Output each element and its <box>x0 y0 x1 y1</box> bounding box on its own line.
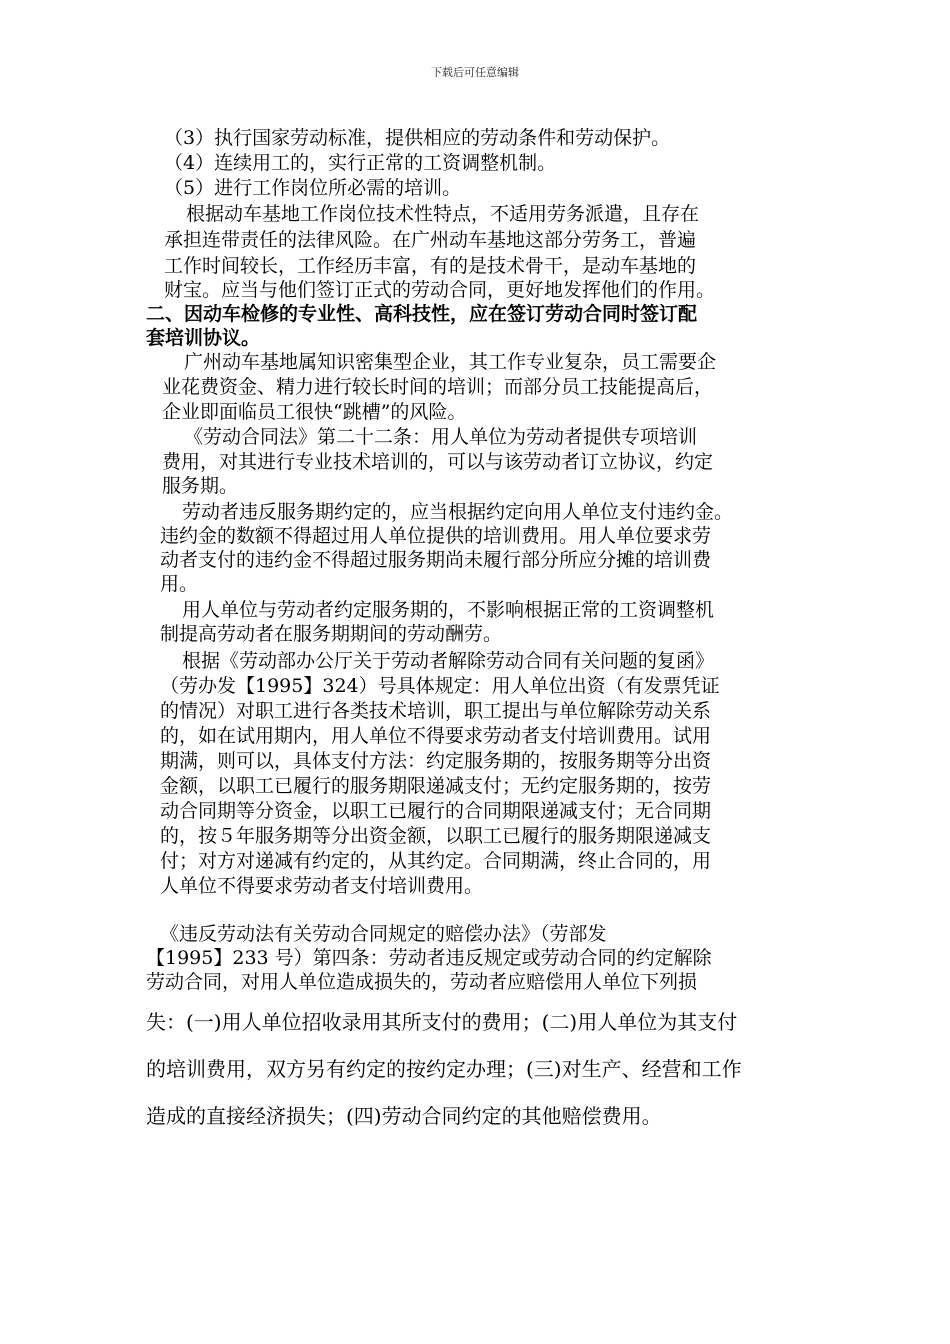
text-line: 广州动车基地属知识密集型企业，其工作专业复杂，员工需要企 <box>184 351 717 373</box>
text-line: （3）执行国家劳动标准，提供相应的劳动条件和劳动保护。 <box>164 127 671 149</box>
section-heading: 二、因动车检修的专业性、高科技性，应在签订劳动合同时签订配 <box>146 303 698 325</box>
text-line: 【1995】233 号）第四条：劳动者违反规定或劳动合同的约定解除 <box>146 947 712 969</box>
text-line: 用人单位与劳动者约定服务期的，不影响根据正常的工资调整机 <box>182 599 715 621</box>
text-line: 劳动者违反服务期约定的，应当根据约定向用人单位支付违约金。 <box>182 501 734 523</box>
text-line: 动合同期等分资金，以职工已履行的合同期限递减支付；无合同期 <box>160 800 712 822</box>
text-line: （5）进行工作岗位所必需的培训。 <box>164 177 462 199</box>
text-line: 违约金的数额不得超过用人单位提供的培训费用。用人单位要求劳 <box>160 525 712 547</box>
text-line: 制提高劳动者在服务期期间的劳动酬劳。 <box>160 623 503 645</box>
text-line: 的，按５年服务期等分出资金额，以职工已履行的服务期限递减支 <box>160 825 712 847</box>
text-line: 失：(一)用人单位招收录用其所支付的费用；(二)用人单位为其支付 <box>146 1010 738 1034</box>
text-line: 期满，则可以，具体支付方法：约定服务期的，按服务期等分出资 <box>160 750 712 772</box>
text-line: （4）连续用工的，实行正常的工资调整机制。 <box>164 152 557 174</box>
text-line: 用。 <box>160 573 199 595</box>
text-line: 业花费资金、精力进行较长时间的培训；而部分员工技能提高后， <box>162 376 714 398</box>
text-line: 付；对方对递减有约定的，从其约定。合同期满，终止合同的，用 <box>160 850 712 872</box>
text-line: 根据《劳动部办公厅关于劳动者解除劳动合同有关问题的复函》 <box>182 650 715 672</box>
text-line: 根据动车基地工作岗位技术性特点，不适用劳务派遣，且存在 <box>186 203 700 225</box>
text-line: 人单位不得要求劳动者支付培训费用。 <box>160 875 484 897</box>
text-line: 劳动合同，对用人单位造成损失的，劳动者应赔偿用人单位下列损 <box>146 971 698 993</box>
section-heading: 套培训协议。 <box>146 327 261 349</box>
text-line: （劳办发【1995】324）号具体规定：用人单位出资（有发票凭证 <box>160 675 720 697</box>
text-line: 《违反劳动法有关劳动合同规定的赔偿办法》（劳部发 <box>160 923 607 945</box>
text-line: 的培训费用，双方另有约定的按约定办理；(三)对生产、经营和工作 <box>146 1057 742 1081</box>
text-line: 企业即面临员工很快“跳槽”的风险。 <box>162 401 467 423</box>
text-line: 动者支付的违约金不得超过服务期尚未履行部分所应分摊的培训费 <box>160 549 712 571</box>
text-line: 工作时间较长，工作经历丰富，有的是技术骨干，是动车基地的 <box>164 255 697 277</box>
text-line: 造成的直接经济损失；(四)劳动合同约定的其他赔偿费用。 <box>146 1104 662 1128</box>
text-line: 费用，对其进行专业技术培训的，可以与该劳动者订立协议，约定 <box>162 451 714 473</box>
text-line: 财宝。应当与他们签订正式的劳动合同，更好地发挥他们的作用。 <box>164 279 716 301</box>
text-line: 承担连带责任的法律风险。在广州动车基地这部分劳务工，普遍 <box>164 229 697 251</box>
text-line: 金额，以职工已履行的服务期限递减支付；无约定服务期的，按劳 <box>160 775 712 797</box>
text-line: 的，如在试用期内，用人单位不得要求劳动者支付培训费用。试用 <box>160 725 712 747</box>
page-header: 下载后可任意编辑 <box>431 66 519 79</box>
text-line: 《劳动合同法》第二十二条：用人单位为劳动者提供专项培训 <box>184 426 698 448</box>
text-line: 服务期。 <box>162 475 239 497</box>
text-line: 的情况）对职工进行各类技术培训，职工提出与单位解除劳动关系 <box>160 700 712 722</box>
